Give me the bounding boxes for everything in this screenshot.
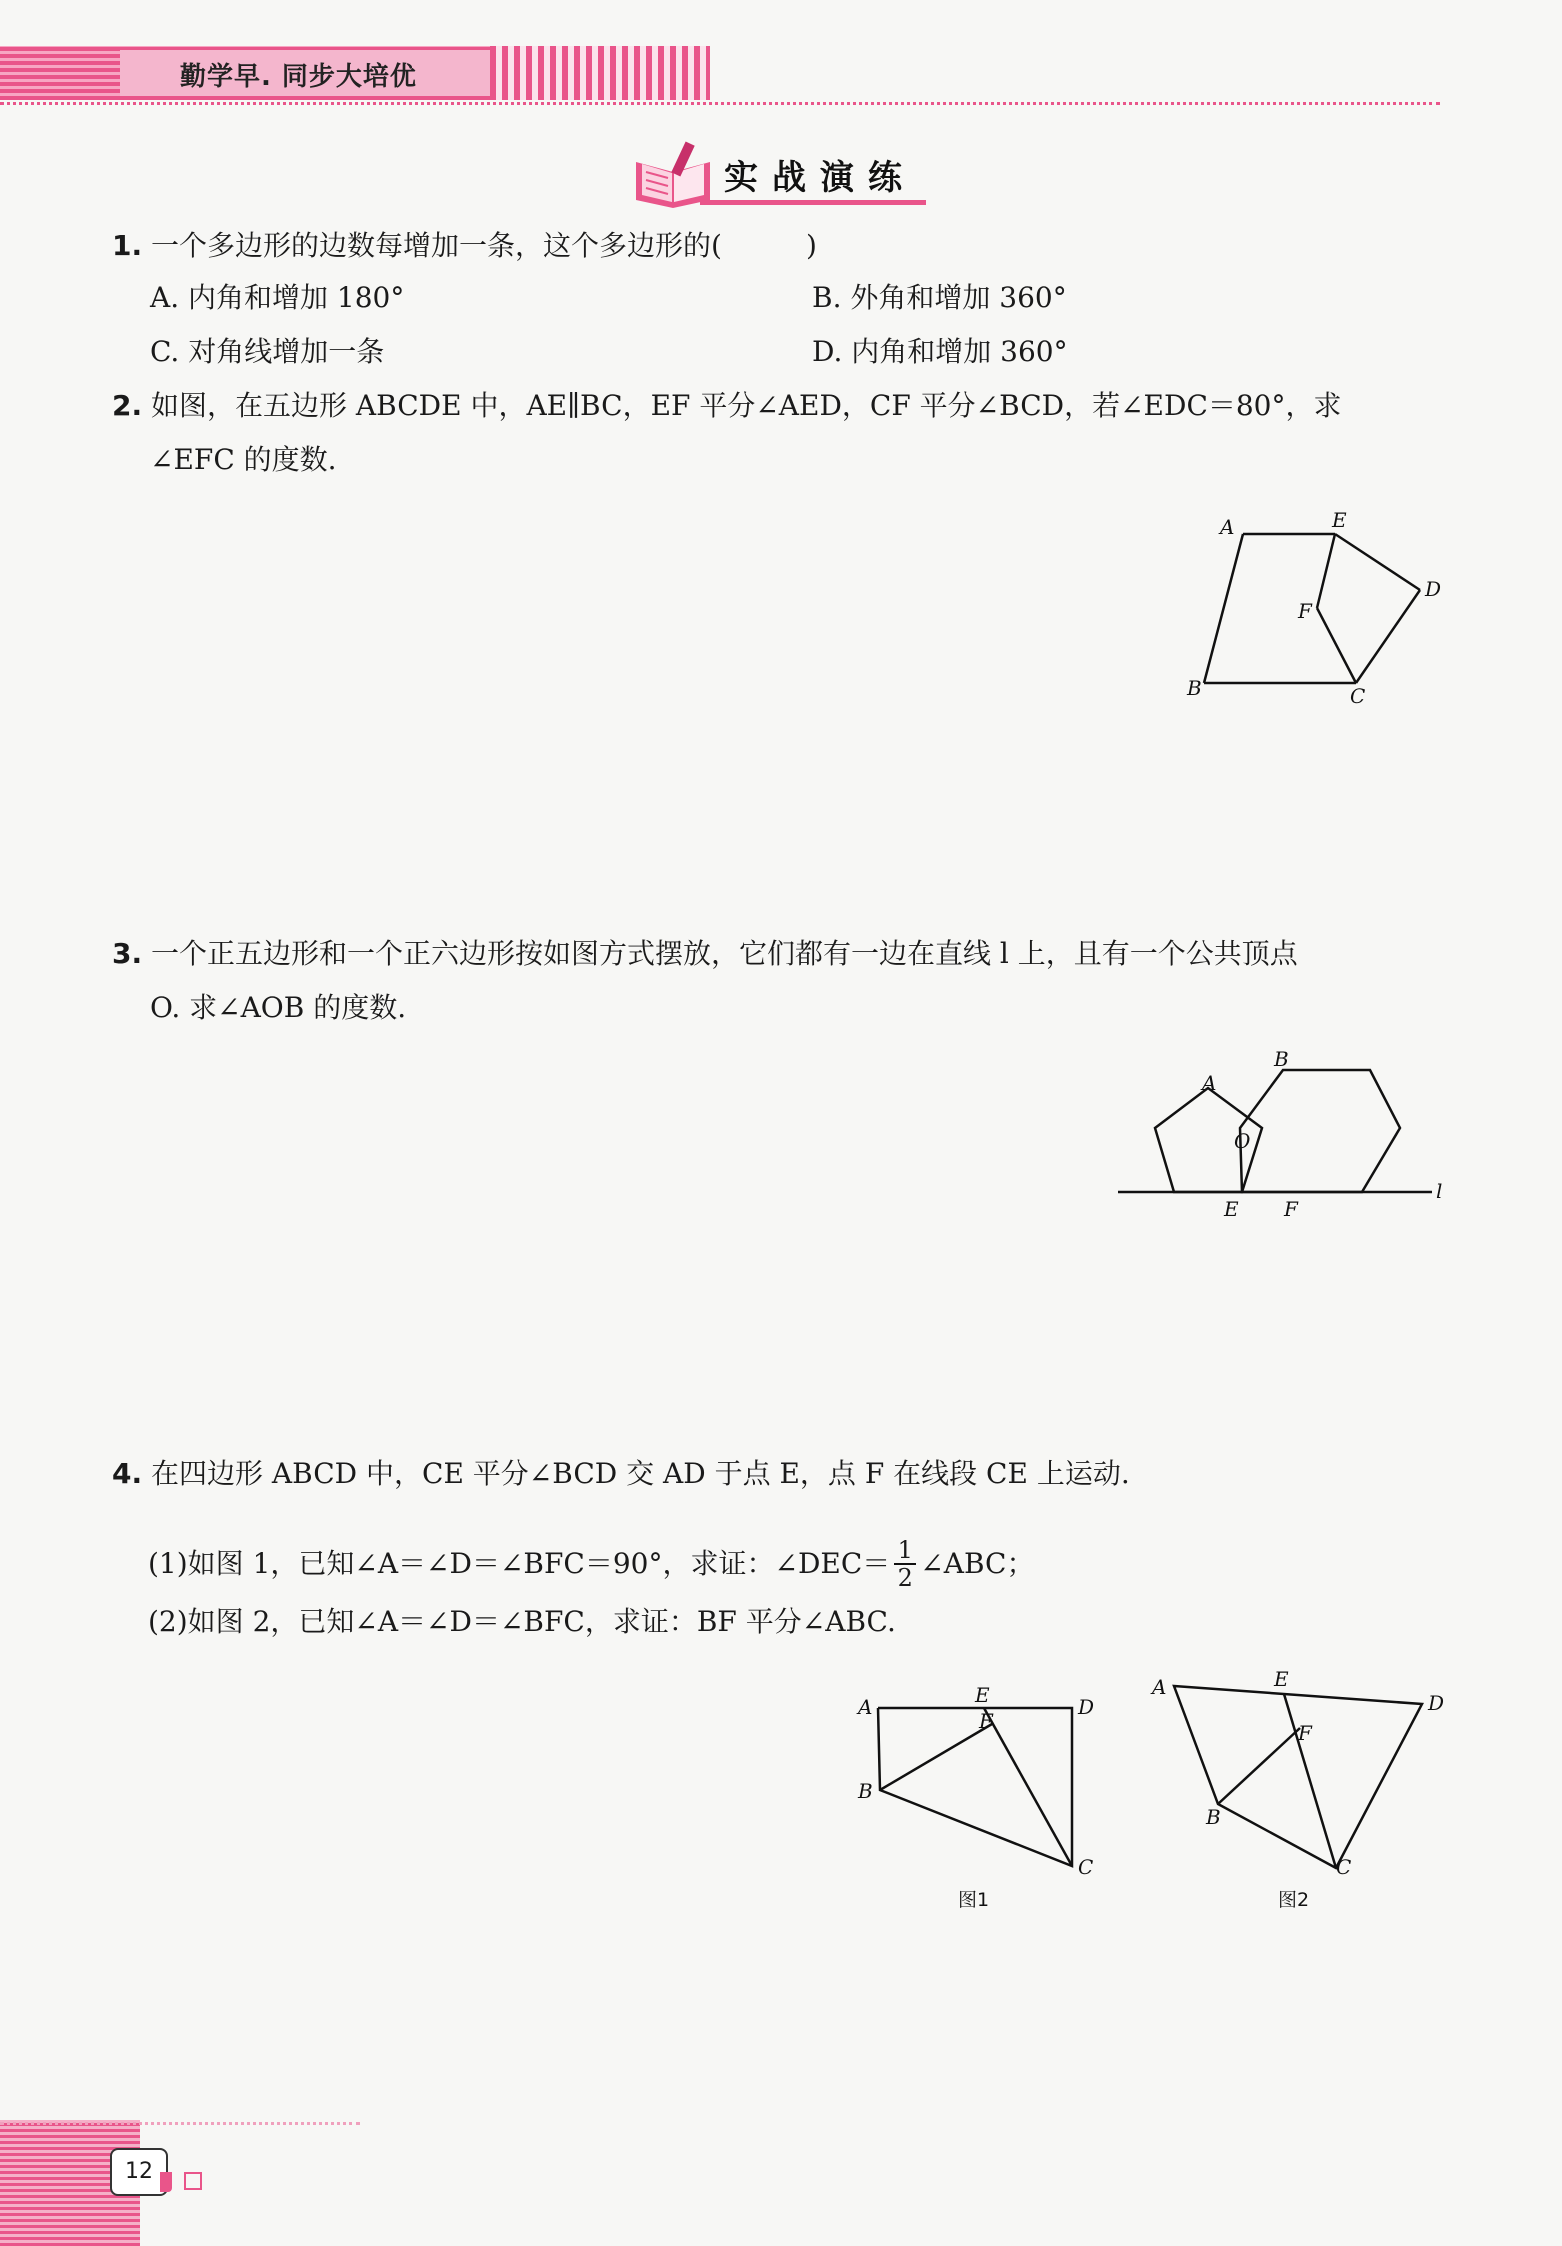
pentagon-hexagon-figure <box>1110 1048 1450 1238</box>
figure-caption: 图2 <box>1278 1889 1310 1911</box>
vertex-label: D <box>1425 577 1442 601</box>
question-4-part-2: (2)如图 2，已知∠A＝∠D＝∠BFC，求证：BF 平分∠ABC. <box>148 1605 896 1638</box>
line-label: l <box>1436 1179 1443 1203</box>
vertex-label: D <box>1428 1691 1445 1715</box>
figure-1 <box>850 1680 1120 1920</box>
vertex-label: A <box>1220 515 1235 539</box>
option-d: D. 内角和增加 360° <box>812 335 1068 368</box>
question-2 <box>112 389 1342 422</box>
vertex-label: B <box>1206 1805 1221 1829</box>
vertex-label: E <box>975 1683 990 1707</box>
vertex-label: A <box>858 1695 873 1719</box>
footer-divider <box>0 2122 360 2125</box>
vertex-label: C <box>1350 684 1366 708</box>
option-c: C. 对角线增加一条 <box>150 335 385 368</box>
option-a: A. 内角和增加 180° <box>150 281 405 314</box>
page-number: 12 <box>110 2148 168 2196</box>
vertex-label: A <box>1152 1675 1167 1699</box>
part-1-text: (1)如图 1，已知∠A＝∠D＝∠BFC＝90°，求证：∠DEC＝ <box>148 1547 891 1580</box>
question-3 <box>112 937 1298 970</box>
fraction <box>894 1538 916 1590</box>
vertex-label: F <box>979 1709 993 1733</box>
question-number: 3. <box>112 937 143 970</box>
page-number-tab <box>160 2172 172 2192</box>
part-1-text-end: ∠ABC； <box>920 1547 1035 1580</box>
pentagon-figure <box>1170 500 1470 710</box>
header-stripes <box>490 46 710 100</box>
vertex-label: F <box>1298 599 1312 623</box>
vertex-label: C <box>1078 1855 1094 1879</box>
vertex-label: B <box>1274 1048 1289 1071</box>
fraction-numerator: 1 <box>897 1536 913 1564</box>
footer-square-icon <box>184 2172 202 2190</box>
question-text-continued: O. 求∠AOB 的度数. <box>150 991 407 1024</box>
fraction-denominator: 2 <box>897 1564 913 1592</box>
question-text: 如图，在五边形 ABCDE 中，AE∥BC，EF 平分∠AED，CF 平分∠BCD，若∠EDC＝80°，求 <box>151 389 1342 422</box>
vertex-label: E <box>1332 508 1347 532</box>
question-text: 一个正五边形和一个正六边形按如图方式摆放，它们都有一边在直线 l 上，且有一个公共顶点 <box>151 937 1298 970</box>
section-title: 实战演练 <box>724 158 916 198</box>
question-1 <box>112 229 817 262</box>
question-number: 2. <box>112 389 143 422</box>
vertex-label: E <box>1224 1197 1239 1221</box>
question-4 <box>112 1457 1130 1490</box>
figure-caption: 图1 <box>958 1889 990 1911</box>
vertex-label: O <box>1234 1129 1251 1153</box>
vertex-label: C <box>1336 1855 1352 1879</box>
question-4-part-1 <box>148 1538 1034 1590</box>
header-divider <box>0 102 1440 105</box>
question-text-continued: ∠EFC 的度数. <box>150 443 337 476</box>
option-b: B. 外角和增加 360° <box>812 281 1067 314</box>
question-text: 一个多边形的边数每增加一条，这个多边形的( ) <box>151 229 817 262</box>
vertex-label: D <box>1078 1695 1095 1719</box>
question-text: 在四边形 ABCD 中，CE 平分∠BCD 交 AD 于点 E，点 F 在线段 CE 上运动. <box>151 1457 1130 1490</box>
question-number: 1. <box>112 229 143 262</box>
vertex-label: B <box>1187 676 1202 700</box>
vertex-label: E <box>1274 1667 1289 1691</box>
vertex-label: F <box>1298 1721 1312 1745</box>
vertex-label: F <box>1284 1197 1298 1221</box>
vertex-label: B <box>858 1779 873 1803</box>
header-title: 勤学早. 同步大培优 <box>180 62 417 92</box>
figure-2 <box>1140 1660 1460 1920</box>
vertex-label: A <box>1202 1071 1217 1095</box>
section-title-underline <box>700 200 926 205</box>
question-number: 4. <box>112 1457 143 1490</box>
